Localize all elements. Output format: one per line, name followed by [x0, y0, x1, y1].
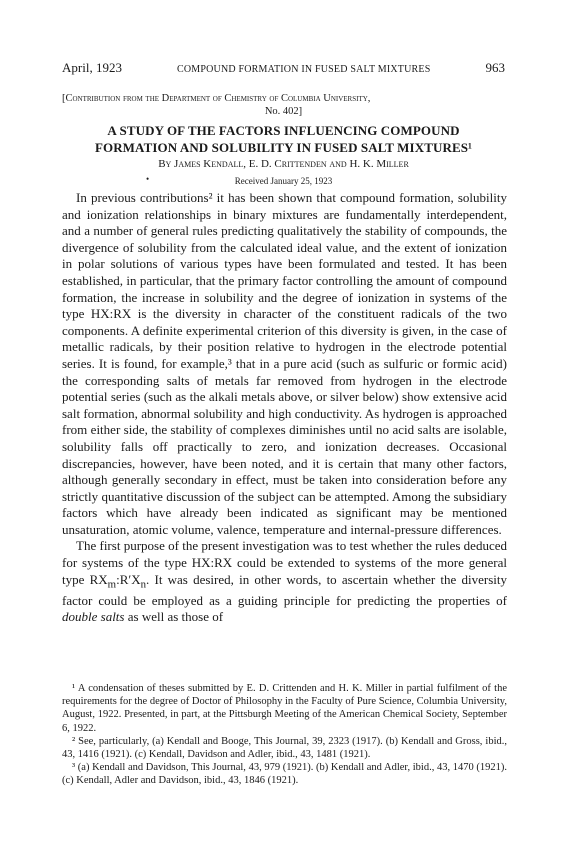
p2-text-b: :R′X [116, 571, 141, 587]
running-title: COMPOUND FORMATION IN FUSED SALT MIXTURES [176, 64, 431, 75]
double-salts-emphasis: double salts [62, 609, 125, 625]
article-body [62, 190, 507, 626]
contribution-line-2: No. 402] [264, 106, 303, 117]
running-head [62, 60, 505, 76]
title-line-1: A STUDY OF THE FACTORS INFLUENCING COMPOUND [107, 123, 460, 138]
p2-text-c: . It was desired, in other words, to ascertain whether the diversity factor could be employed as a guiding principle for predicting the properties of [62, 571, 507, 608]
bullet-mark: • [146, 174, 150, 184]
footnote-3: ³ (a) Kendall and Davidson, This Journal, 43, 979 (1921). (b) Kendall and Adler, ibid., 43, 1470 (1921). (c) Kendall, Adler and Davidson, ibid., 43, 1846 (1921). [62, 762, 507, 787]
footnotes [62, 682, 507, 788]
subscript-n: n [140, 578, 147, 591]
contribution-line-1: [Contribution from the Department of Chemistry of Columbia University, [62, 93, 371, 104]
footnote-1: ¹ A condensation of theses submitted by E. D. Crittenden and H. K. Miller in partial fulfilment of the requirements for the degree of Doctor of Philosophy in the Faculty of Pure Science, Columbia University, August, 1922. Presented, in part, at the Pittsburgh Meeting of the American Chemical Society, September 6, 1922. [62, 683, 507, 734]
footnote-2: ² See, particularly, (a) Kendall and Booge, This Journal, 39, 2323 (1917). (b) Kendall and Gross, ibid., 43, 1416 (1921). (c) Kendall, Davidson and Adler, ibid., 43, 1481 (1921). [62, 735, 507, 761]
author-byline: By James Kendall, E. D. Crittenden and H. K. Miller [158, 158, 409, 170]
paragraph-2 [62, 538, 507, 626]
paragraph-1: In previous contributions² it has been shown that compound formation, solubility and ionization relationships in binary mixtures are fundamentally interdependent, and a number of general rules predicting qualitatively the stability of compounds, the divergence of solubility from the calculated ideal value, and the extent of ionization in polar solutions of various types have been formulated and tested. It has been established, in particular, that the primary factor controlling the amount of compound formation, the increase in solubility and the degree of ionization in systems of the type HX:RX is the diversity in character of the constituent radicals of the two components. A definite experimental criterion of this diversity is given, in the case of metallic radicals, by their position relative to hydrogen in the electrode potential series. It is found, for example,³ that in a pure acid (such as sulfuric or formic acid) the corresponding salts of metals far removed from hydrogen in the electrode potential series (such as the alkali metals above, or silver below) show extensive acid salt formation, abnormal solubility and high conductivity. As hydrogen is approached from either side, the stability of complexes diminishes until no acid salts are isolable, solubility falls off practically to zero, and ionization decreases. Occasional discrepancies, however, have been noted, and it is certain that many other factors, although generally secondary in effect, must be taken into consideration before any strictly quantitative discussion of the subject can be attempted. Among the subsidiary factors which have already been indicated as significant may be mentioned unsaturation, atomic volume, valence, temperature and internal-pressure differences. [62, 190, 507, 537]
subscript-m: m [107, 578, 117, 591]
contribution-note [62, 92, 505, 118]
p2-text-a: The first purpose of the present investigation was to test whether the rules deduced for systems of the type HX:RX could be extended to systems of the more general type RX [62, 538, 507, 587]
p2-text-d: as well as those of [124, 609, 224, 625]
issue-date: April, 1923 [62, 60, 122, 75]
article-title [62, 122, 505, 156]
title-line-2: FORMATION AND SOLUBILITY IN FUSED SALT MIXTURES¹ [94, 140, 473, 155]
page-number: 963 [485, 60, 505, 75]
received-date: Received January 25, 1923 [234, 176, 333, 186]
